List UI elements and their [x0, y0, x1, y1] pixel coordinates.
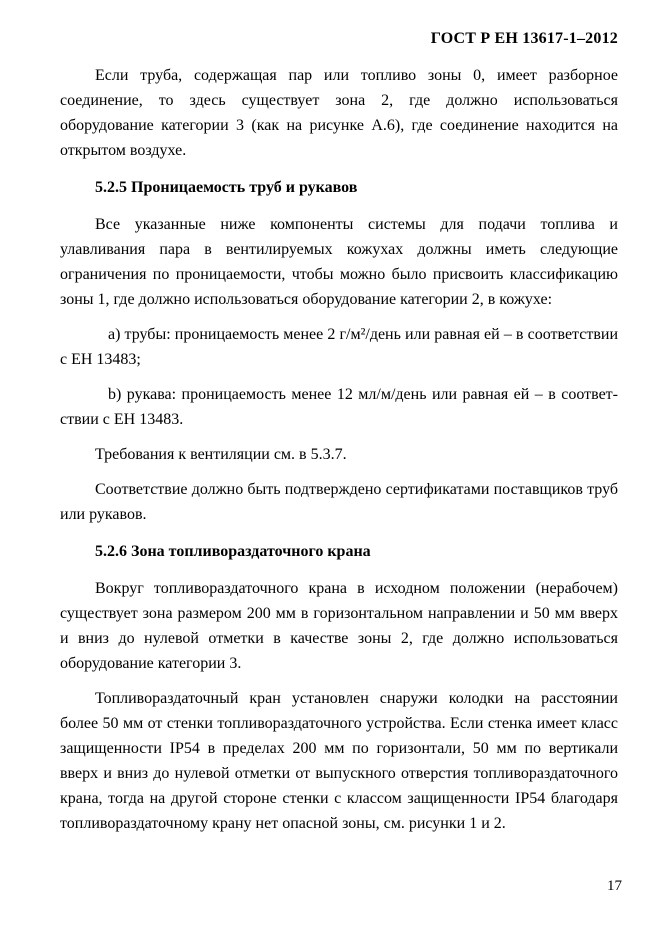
document-body	[60, 63, 618, 836]
list-item-b-hoses: b) рукава: проницаемость менее 12 мл/м/день или равная ей – в соответствии с ЕН 13483.	[60, 386, 618, 428]
page-footer	[607, 877, 622, 895]
section-heading-5-2-6: 5.2.6 Зона топливораздаточного крана	[95, 543, 371, 560]
paragraph-ventilation: Требования к вентиляции см. в 5.3.7.	[95, 446, 347, 463]
paragraph-pipe-joint: Если труба, содержащая пар или топливо зоны 0, имеет разборное соединение, то здесь существует зона 2, где должно использоваться оборудование категории 3 (как на рисунке А.6), где соединение находится на открытом воздухе.	[60, 67, 618, 159]
running-header	[60, 26, 618, 51]
doc-code: ГОСТ Р ЕН 13617-1–2012	[430, 30, 618, 47]
paragraph-nozzle-zone: Вокруг топливораздаточного крана в исходном положении (нерабочем) существует зона размером 200 мм в горизонтальном направлении и 50 мм вверх и вниз до нулевой отметки в качестве зоны 2, где должно использоваться оборудование категории 3.	[60, 580, 618, 672]
section-heading-5-2-5: 5.2.5 Проницаемость труб и рукавов	[95, 179, 358, 196]
list-item-a-pipes: а) трубы: проницаемость менее 2 г/м²/день или равная ей – в соответствии с ЕН 13483;	[60, 326, 618, 368]
page-number: 17	[607, 878, 622, 894]
paragraph-certificates: Соответствие должно быть подтверждено сертификатами поставщиков труб или рукавов.	[60, 481, 618, 523]
paragraph-nozzle-wall: Топливораздаточный кран установлен снаружи колодки на расстоянии более 50 мм от стенки топливораздаточного устройства. Если стенка имеет класс защищенности IP54 в пределах 200 мм по горизонтали, 50 мм по вертикали вверх и вниз до нулевой отметки от выпускного отверстия топливораздаточного крана, тогда на другой стороне стенки с классом защищенности IP54 благодаря топливораздаточному крану нет опасной зоны, см. рисунки 1 и 2.	[60, 690, 618, 832]
paragraph-permeability-intro: Все указанные ниже компоненты системы для подачи топлива и улавливания пара в вентилируемых кожухах должны иметь следующие ограничения по проницаемости, чтобы можно было присвоить классификацию зоны 1, где должно использоваться оборудование категории 2, в кожухе:	[60, 216, 618, 308]
